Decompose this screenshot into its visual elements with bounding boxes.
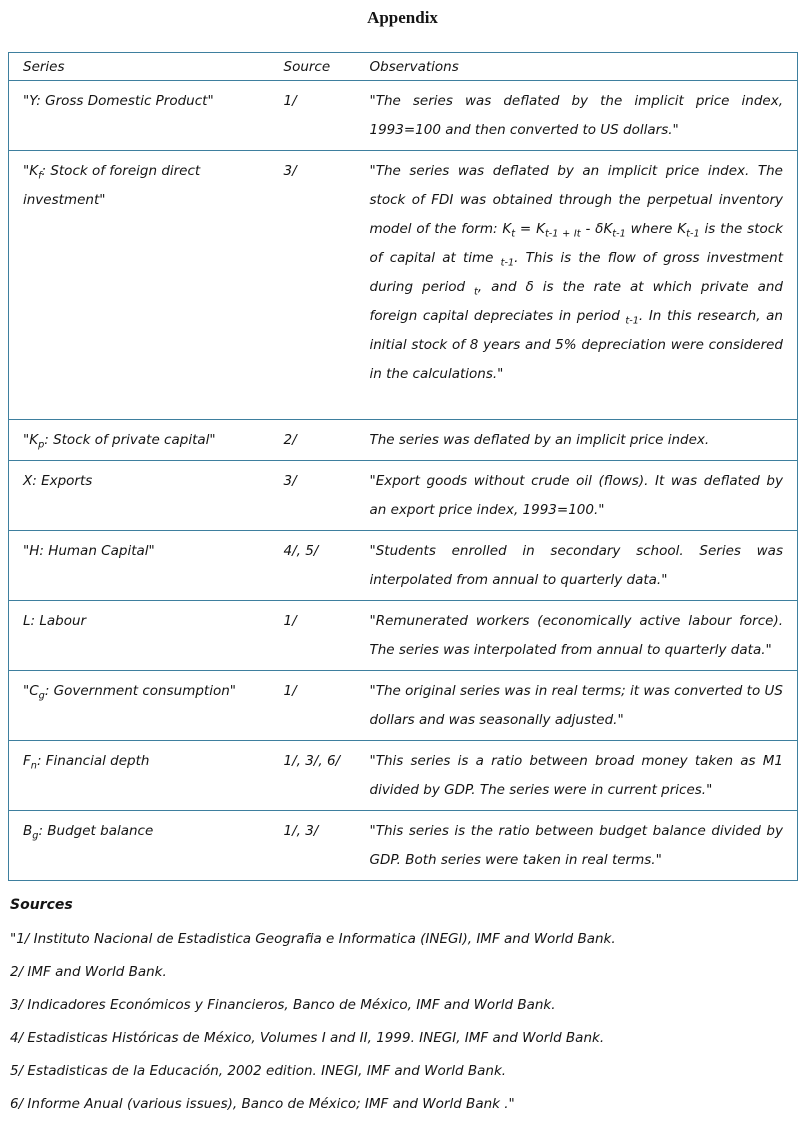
series-cell: "H: Human Capital": [23, 543, 155, 559]
table-header-row: [9, 53, 798, 81]
table-row: [9, 811, 798, 881]
observations-cell: "Export goods without crude oil (flows). It was deflated by an export price index, 1993=100.": [369, 473, 783, 518]
source-item: 3/ Indicadores Económicos y Financieros, Banco de México, IMF and World Bank.: [10, 997, 556, 1013]
table-row: [9, 531, 798, 601]
observations-cell: "The series was deflated by the implicit price index, 1993=100 and then converted to US dollars.": [369, 93, 783, 138]
table-row: [9, 151, 798, 420]
source-cell: 3/: [283, 473, 297, 489]
series-cell: "Y: Gross Domestic Product": [23, 93, 214, 109]
source-cell: 4/, 5/: [283, 543, 319, 559]
table-row: [9, 461, 798, 531]
table-row: [9, 601, 798, 671]
source-cell: 1/: [283, 93, 297, 109]
source-item: "1/ Instituto Nacional de Estadistica Geografia e Informatica (INEGI), IMF and World Bank.: [10, 931, 616, 947]
source-item: 4/ Estadisticas Históricas de México, Volumes I and II, 1999. INEGI, IMF and World Bank.: [10, 1030, 605, 1046]
source-cell: 1/: [283, 683, 297, 699]
observations-cell: "The original series was in real terms; it was converted to US dollars and was seasonally adjusted.": [369, 683, 783, 728]
series-cell: X: Exports: [23, 473, 93, 489]
sources-heading: Sources: [10, 897, 73, 913]
table-row: [9, 81, 798, 151]
series-cell: $F_n$: Financial depth: [23, 753, 150, 772]
header-observations: Observations: [369, 59, 459, 75]
source-cell: 1/, 3/, 6/: [283, 753, 341, 769]
source-item: 5/ Estadisticas de la Educación, 2002 edition. INEGI, IMF and World Bank.: [10, 1063, 507, 1079]
series-cell: "$K_p$: Stock of private capital": [23, 432, 216, 451]
observations-cell: "Students enrolled in secondary school. Series was interpolated from annual to quarterly data.": [369, 543, 783, 588]
source-cell: 1/: [283, 613, 297, 629]
sources-section: [10, 897, 791, 1121]
table-row: [9, 420, 798, 461]
observations-cell: "This series is a ratio between broad money taken as M1 divided by GDP. The series were in current prices.": [369, 753, 783, 798]
source-cell: 1/, 3/: [283, 823, 319, 839]
series-cell: $B_g$: Budget balance: [23, 823, 154, 842]
series-cell: "$C_g$: Government consumption": [23, 683, 236, 702]
observations-cell: "The series was deflated by an implicit price index. The stock of FDI was obtained through the perpetual inventory model of the form: $K_t = K_{t-1 + It} - \delta K_{t-1}$ where $K_{t-1}$ is the stock of capital at time $_{t-1}$. This is the flow of gross investment during period $_t$, and δ is the rate at which private and foreign capital depreciates in period $_{t-1}$. In this research, an initial stock of 8 years and 5% depreciation were considered in the calculations.": [369, 163, 783, 382]
observations-cell: "Remunerated workers (economically active labour force). The series was interpolated from annual to quarterly data.": [369, 613, 783, 658]
table-row: [9, 671, 798, 741]
observations-cell: "This series is the ratio between budget balance divided by GDP. Both series were taken in real terms.": [369, 823, 783, 868]
page-title: Appendix: [367, 8, 438, 27]
appendix-table: [8, 52, 798, 881]
header-source: Source: [283, 59, 331, 75]
source-item: 2/ IMF and World Bank.: [10, 964, 167, 980]
observations-cell: The series was deflated by an implicit price index.: [369, 432, 710, 448]
series-cell: "$K_f$: Stock of foreign direct investment": [23, 163, 201, 208]
source-cell: 3/: [283, 163, 297, 179]
table-row: [9, 741, 798, 811]
series-cell: L: Labour: [23, 613, 87, 629]
source-item: 6/ Informe Anual (various issues), Banco de México; IMF and World Bank .": [10, 1096, 515, 1112]
source-cell: 2/: [283, 432, 297, 448]
header-series: Series: [23, 59, 65, 75]
